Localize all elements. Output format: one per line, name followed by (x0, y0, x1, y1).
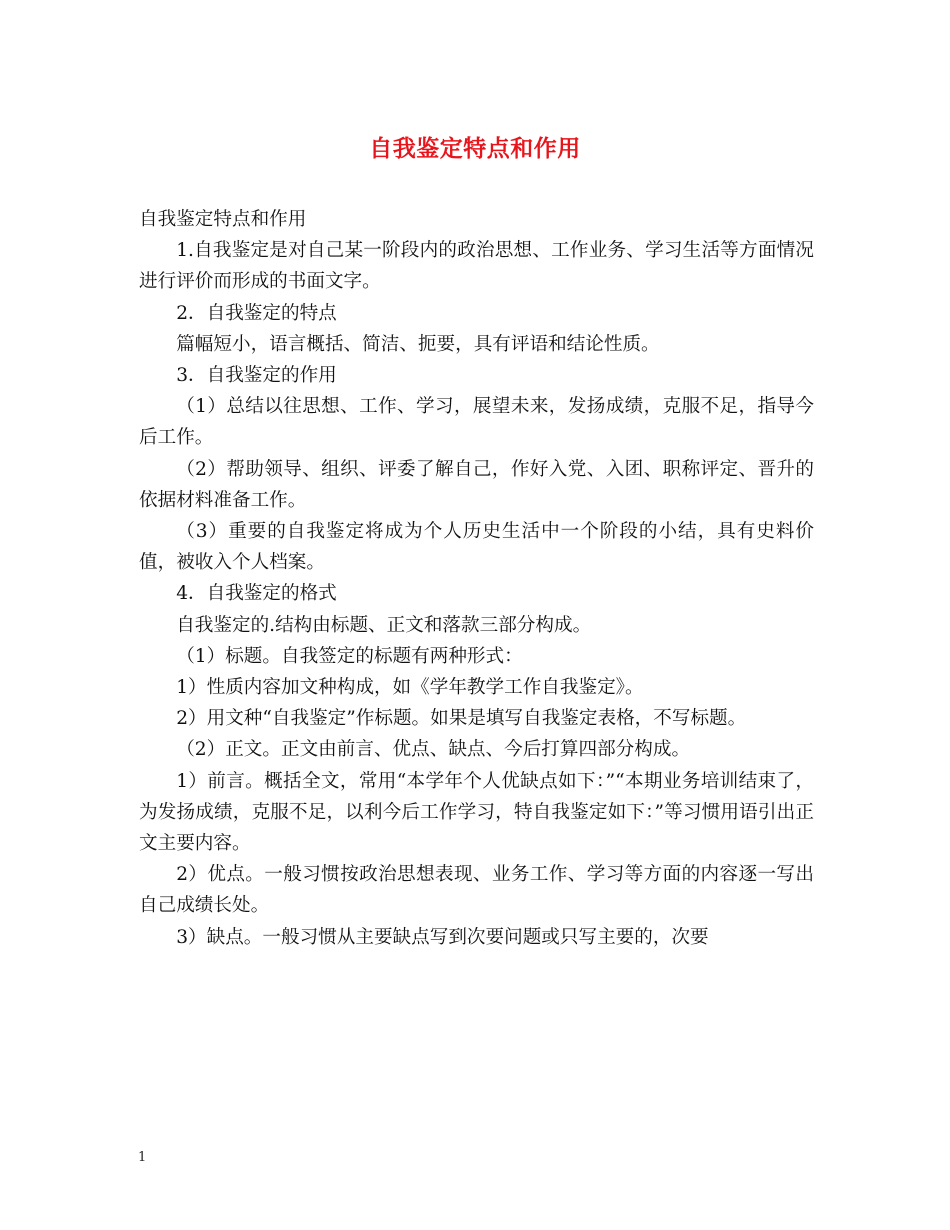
paragraph: 3）缺点。一般习惯从主要缺点写到次要问题或只写主要的，次要 (176, 926, 709, 948)
paragraph: 自我鉴定特点和作用 (139, 209, 307, 230)
paragraph: 2）用文种“自我鉴定”作标题。如果是填写自我鉴定表格，不写标题。 (176, 708, 747, 730)
paragraph: 3．自我鉴定的作用 (176, 365, 337, 387)
paragraph: 4．自我鉴定的格式 (176, 583, 337, 605)
document-title: 自我鉴定特点和作用 (369, 135, 581, 162)
paragraph: 篇幅短小，语言概括、简洁、扼要，具有评语和结论性质。 (176, 333, 660, 355)
paragraph: （3）重要的自我鉴定将成为个人历史生活中一个阶段的小结，具有史料价值，被收入个人档案。 (139, 521, 814, 574)
paragraph: 2．自我鉴定的特点 (176, 302, 337, 324)
paragraph: （2）帮助领导、组织、评委了解自己，作好入党、入团、职称评定、晋升的依据材料准备工作。 (139, 458, 814, 511)
paragraph: 自我鉴定的.结构由标题、正文和落款三部分构成。 (176, 614, 592, 636)
page-number: 1 (138, 1150, 147, 1165)
paragraph: 2）优点。一般习惯按政治思想表现、业务工作、学习等方面的内容逐一写出自己成绩长处。 (139, 864, 814, 917)
paragraph: 1）性质内容加文种构成，如《学年教学工作自我鉴定》。 (176, 677, 644, 699)
paragraph: （2）正文。正文由前言、优点、缺点、今后打算四部分构成。 (176, 739, 691, 761)
paragraph: 1）前言。概括全文，常用“本学年个人优缺点如下：”“本期业务培训结束了，为发扬成绩，克服不足，以利今后工作学习，特自我鉴定如下：”等习惯用语引出正文主要内容。 (139, 770, 814, 855)
paragraph: 1.自我鉴定是对自己某一阶段内的政治思想、工作业务、学习生活等方面情况进行评价而形成的书面文字。 (139, 240, 814, 293)
paragraph: （1）标题。自我签定的标题有两种形式： (176, 645, 523, 667)
document-body (139, 204, 814, 953)
paragraph: （1）总结以往思想、工作、学习，展望未来，发扬成绩，克服不足，指导今后工作。 (139, 396, 814, 449)
